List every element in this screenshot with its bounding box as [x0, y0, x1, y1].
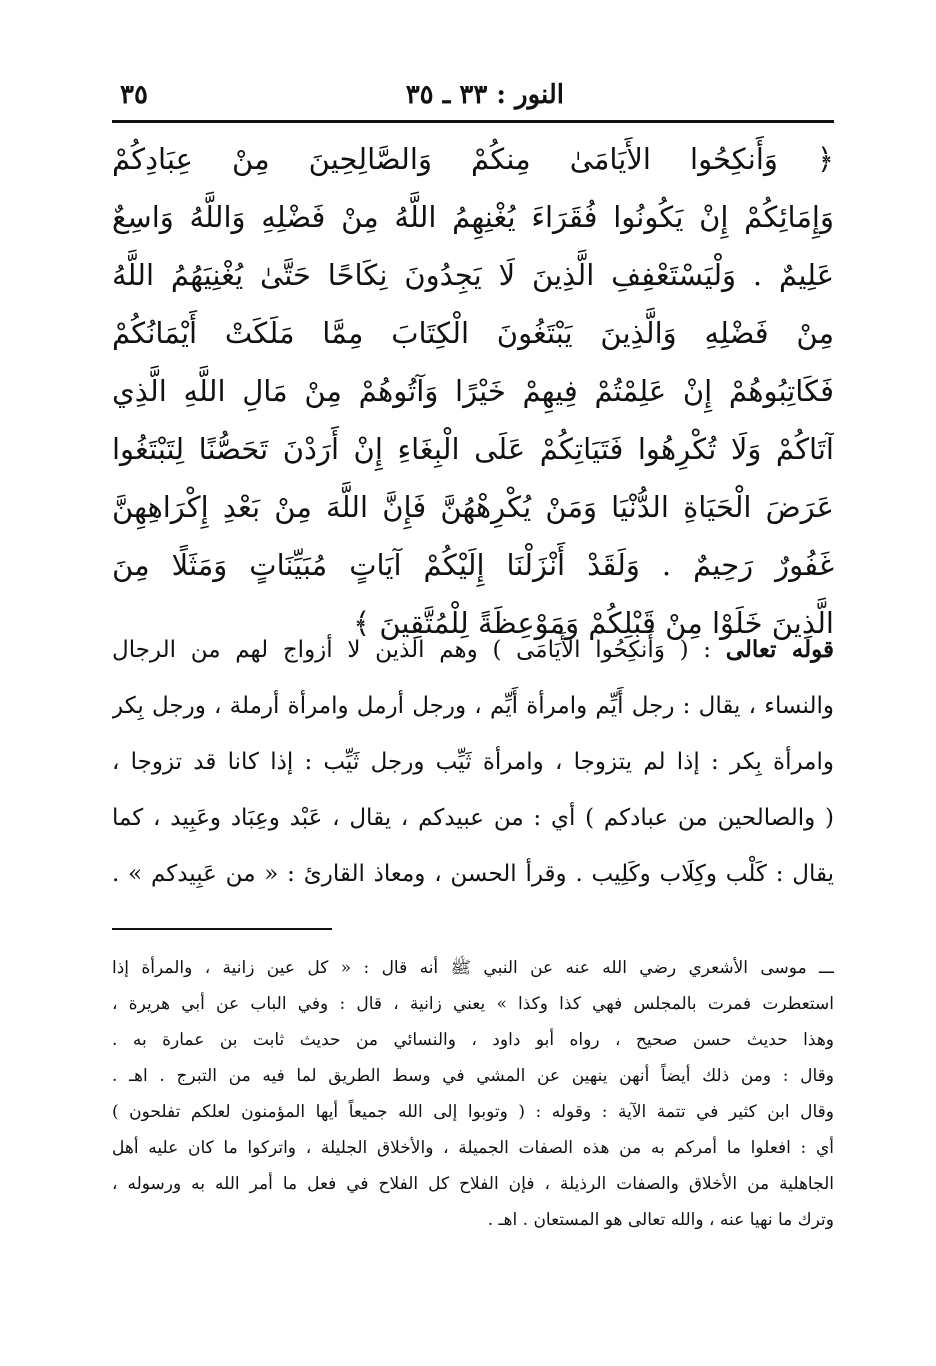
footnote-line: وترك ما نهيا عنه ، والله تعالى هو المستعان . اهـ .	[487, 1210, 834, 1230]
verse-line: عَرَضَ الْحَيَاةِ الدُّنْيَا وَمَنْ يُكْرِهْهُنَّ فَإِنَّ اللَّهَ مِنْ بَعْدِ إِكْرَاهِهِنَّ	[112, 490, 834, 524]
header-rule	[112, 120, 834, 123]
footnotes-block	[112, 950, 834, 1238]
commentary-line: والنساء ، يقال : رجل أَيِّم وامرأة أَيِّم ، ورجل أرمل وامرأة أرملة ، ورجل بِكر	[112, 693, 834, 719]
commentary-line: يقال : كَلْب وكِلَاب وكَلِيب . وقرأ الحسن ، ومعاذ القارئ : « من عَبِيدكم » .	[112, 861, 834, 887]
footnote-line: استعطرت فمرت بالمجلس فهي كذا وكذا » يعني زانية ، قال : وفي الباب عن أبي هريرة ،	[112, 994, 834, 1014]
verse-line: مِنْ فَضْلِهِ وَالَّذِينَ يَبْتَغُونَ الْكِتَابَ مِمَّا مَلَكَتْ أَيْمَانُكُمْ	[112, 316, 834, 350]
footnote-line: الجاهلية من الأخلاق والصفات الرذيلة ، فإن الفلاح كل الفلاح في فعل ما أمر الله به ورسوله ،	[112, 1174, 834, 1194]
commentary-text: : ( وَأَنكِحُوا الأَيَامَى ) وهم الذين لا أزواج لهم من الرجال	[112, 637, 712, 663]
quran-verse-block	[112, 130, 834, 652]
verse-line: غَفُورٌ رَحِيمٌ . وَلَقَدْ أَنْزَلْنَا إِلَيْكُمْ آيَاتٍ مُبَيِّنَاتٍ وَمَثَلًا مِنَ	[112, 548, 834, 582]
surah-reference: النور : ٣٣ ـ ٣٥	[405, 80, 564, 110]
footnote-line: وقال : ومن ذلك أيضاً أنهن ينهين عن المشي في وسط الطريق لما فيه من التبرج . اهـ .	[112, 1066, 834, 1086]
commentary-lead: قوله تعالى	[725, 636, 834, 663]
footnote-divider	[112, 928, 332, 930]
verse-line: فَكَاتِبُوهُمْ إِنْ عَلِمْتُمْ فِيهِمْ خَيْرًا وَآتُوهُمْ مِنْ مَالِ اللَّهِ الَّذِي	[112, 374, 834, 408]
commentary-block	[112, 622, 834, 902]
footnote-line: وقال ابن كثير في تتمة الآية : وقوله : ( وتوبوا إلى الله جميعاً أيها المؤمنون لعلكم تفلحون )	[112, 1102, 834, 1122]
verse-line: الَّذِينَ خَلَوْا مِنْ قَبْلِكُمْ وَمَوْعِظَةً لِلْمُتَّقِينَ ﴾	[353, 606, 834, 640]
footnote-line: أي : افعلوا ما أمركم به من هذه الصفات الجميلة ، والأخلاق الجليلة ، واتركوا ما كان عليه أهل	[112, 1138, 834, 1158]
verse-line: عَلِيمٌ . وَلْيَسْتَعْفِفِ الَّذِينَ لَا يَجِدُونَ نِكَاحًا حَتَّىٰ يُغْنِيَهُمُ اللَّهُ	[112, 258, 834, 292]
commentary-line: وامرأة بِكر : إذا لم يتزوجا ، وامرأة ثَيِّب ورجل ثَيِّب : إذا كانا قد تزوجا ،	[112, 749, 834, 775]
page-header	[112, 76, 834, 116]
verse-line: آتَاكُمْ وَلَا تُكْرِهُوا فَتَيَاتِكُمْ عَلَى الْبِغَاءِ إِنْ أَرَدْنَ تَحَصُّنًا لِتَبْتَغُوا	[112, 432, 834, 466]
page-number: ٣٥	[120, 80, 148, 110]
verse-line: ﴿ وَأَنكِحُوا الأَيَامَىٰ مِنكُمْ وَالصَّالِحِينَ مِنْ عِبَادِكُمْ	[112, 142, 834, 176]
footnote-line: وهذا حديث حسن صحيح ، رواه أبو داود ، والنسائي من حديث ثابت بن عمارة به .	[112, 1030, 834, 1050]
footnote-line: ـــ موسى الأشعري رضي الله عنه عن النبي ﷺ أنه قال : « كل عين زانية ، والمرأة إذا	[112, 958, 834, 978]
commentary-line	[112, 622, 834, 678]
commentary-line: ( والصالحين من عبادكم ) أي : من عبيدكم ، يقال ، عَبْد وعِبَاد وعَبِيد ، كما	[112, 805, 834, 831]
verse-line: وَإِمَائِكُمْ إِنْ يَكُونُوا فُقَرَاءَ يُغْنِهِمُ اللَّهُ مِنْ فَضْلِهِ وَاللَّهُ وَاسِعٌ	[112, 200, 834, 234]
